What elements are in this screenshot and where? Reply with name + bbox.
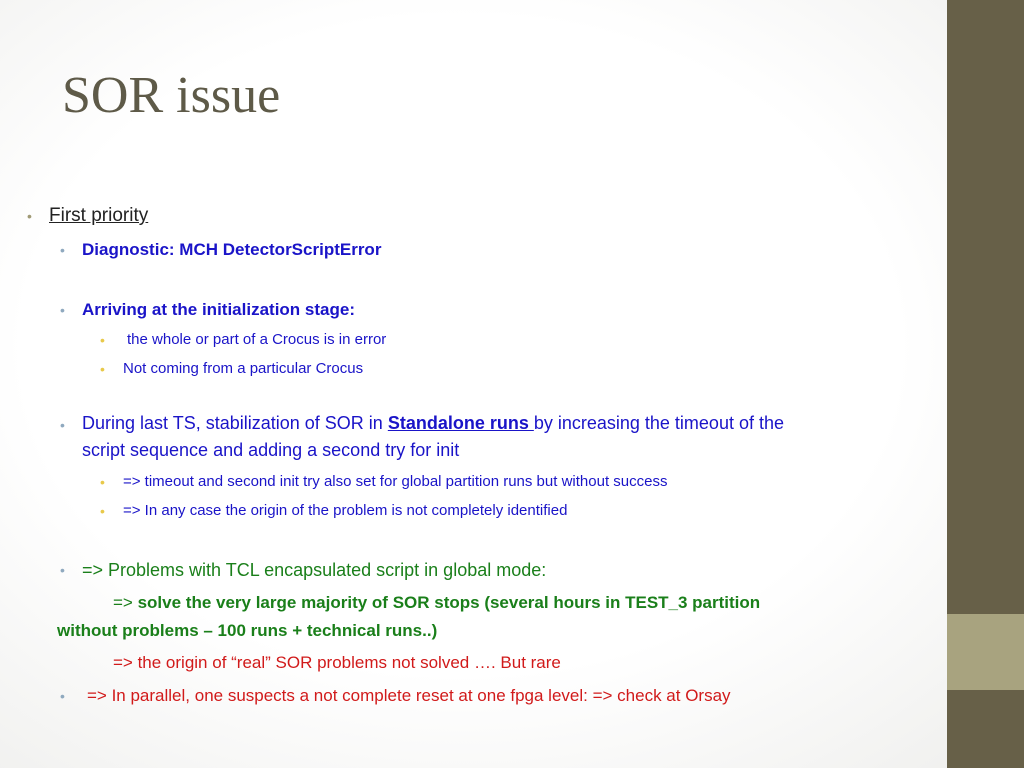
bullet-icon: • [60,562,65,578]
arriving-sub-item: the whole or part of a Crocus is in error [127,331,387,348]
bullet-icon: • [60,242,65,258]
during-text-pre: During last TS, stabilization of SOR in [82,413,388,433]
arriving-item: Arriving at the initialization stage: [82,300,355,319]
diagnostic-item: Diagnostic: MCH DetectorScriptError [82,240,382,259]
during-text-post: by increasing the timeout of the [533,413,784,433]
solve-line [113,593,760,613]
during-item [82,413,784,434]
solve-line2: without problems – 100 runs + technical runs..) [57,621,438,640]
bullet-icon: • [100,332,105,348]
during-item-line2: script sequence and adding a second try for init [82,440,460,460]
standalone-runs-link[interactable]: Standalone runs [387,413,534,433]
arriving-sub-item: Not coming from a particular Crocus [123,360,364,377]
tcl-item: => Problems with TCL encapsulated script in global mode: [82,560,547,580]
bullet-icon: • [60,688,65,704]
bullet-icon: • [60,417,65,433]
origin-line: => the origin of “real” SOR problems not solved …. But rare [113,653,561,672]
sidebar-band [947,0,1024,768]
during-sub-item: => timeout and second init try also set for global partition runs but without success [123,473,668,490]
during-sub-item: => In any case the origin of the problem is not completely identified [123,502,568,519]
parallel-item: => In parallel, one suspects a not complete reset at one fpga level: => check at Orsay [87,686,731,705]
bullet-icon: • [100,503,105,519]
solve-bold-text: solve the very large majority of SOR stops (several hours in TEST_3 partition [137,593,761,612]
bullet-icon: • [100,474,105,490]
solve-arrow: => [113,593,138,612]
bullet-icon: • [27,208,32,224]
sidebar-accent-block [947,614,1024,690]
bullet-icon: • [100,361,105,377]
slide-title: SOR issue [62,67,281,124]
bullet-icon: • [60,302,65,318]
first-priority-heading: First priority [49,205,149,226]
